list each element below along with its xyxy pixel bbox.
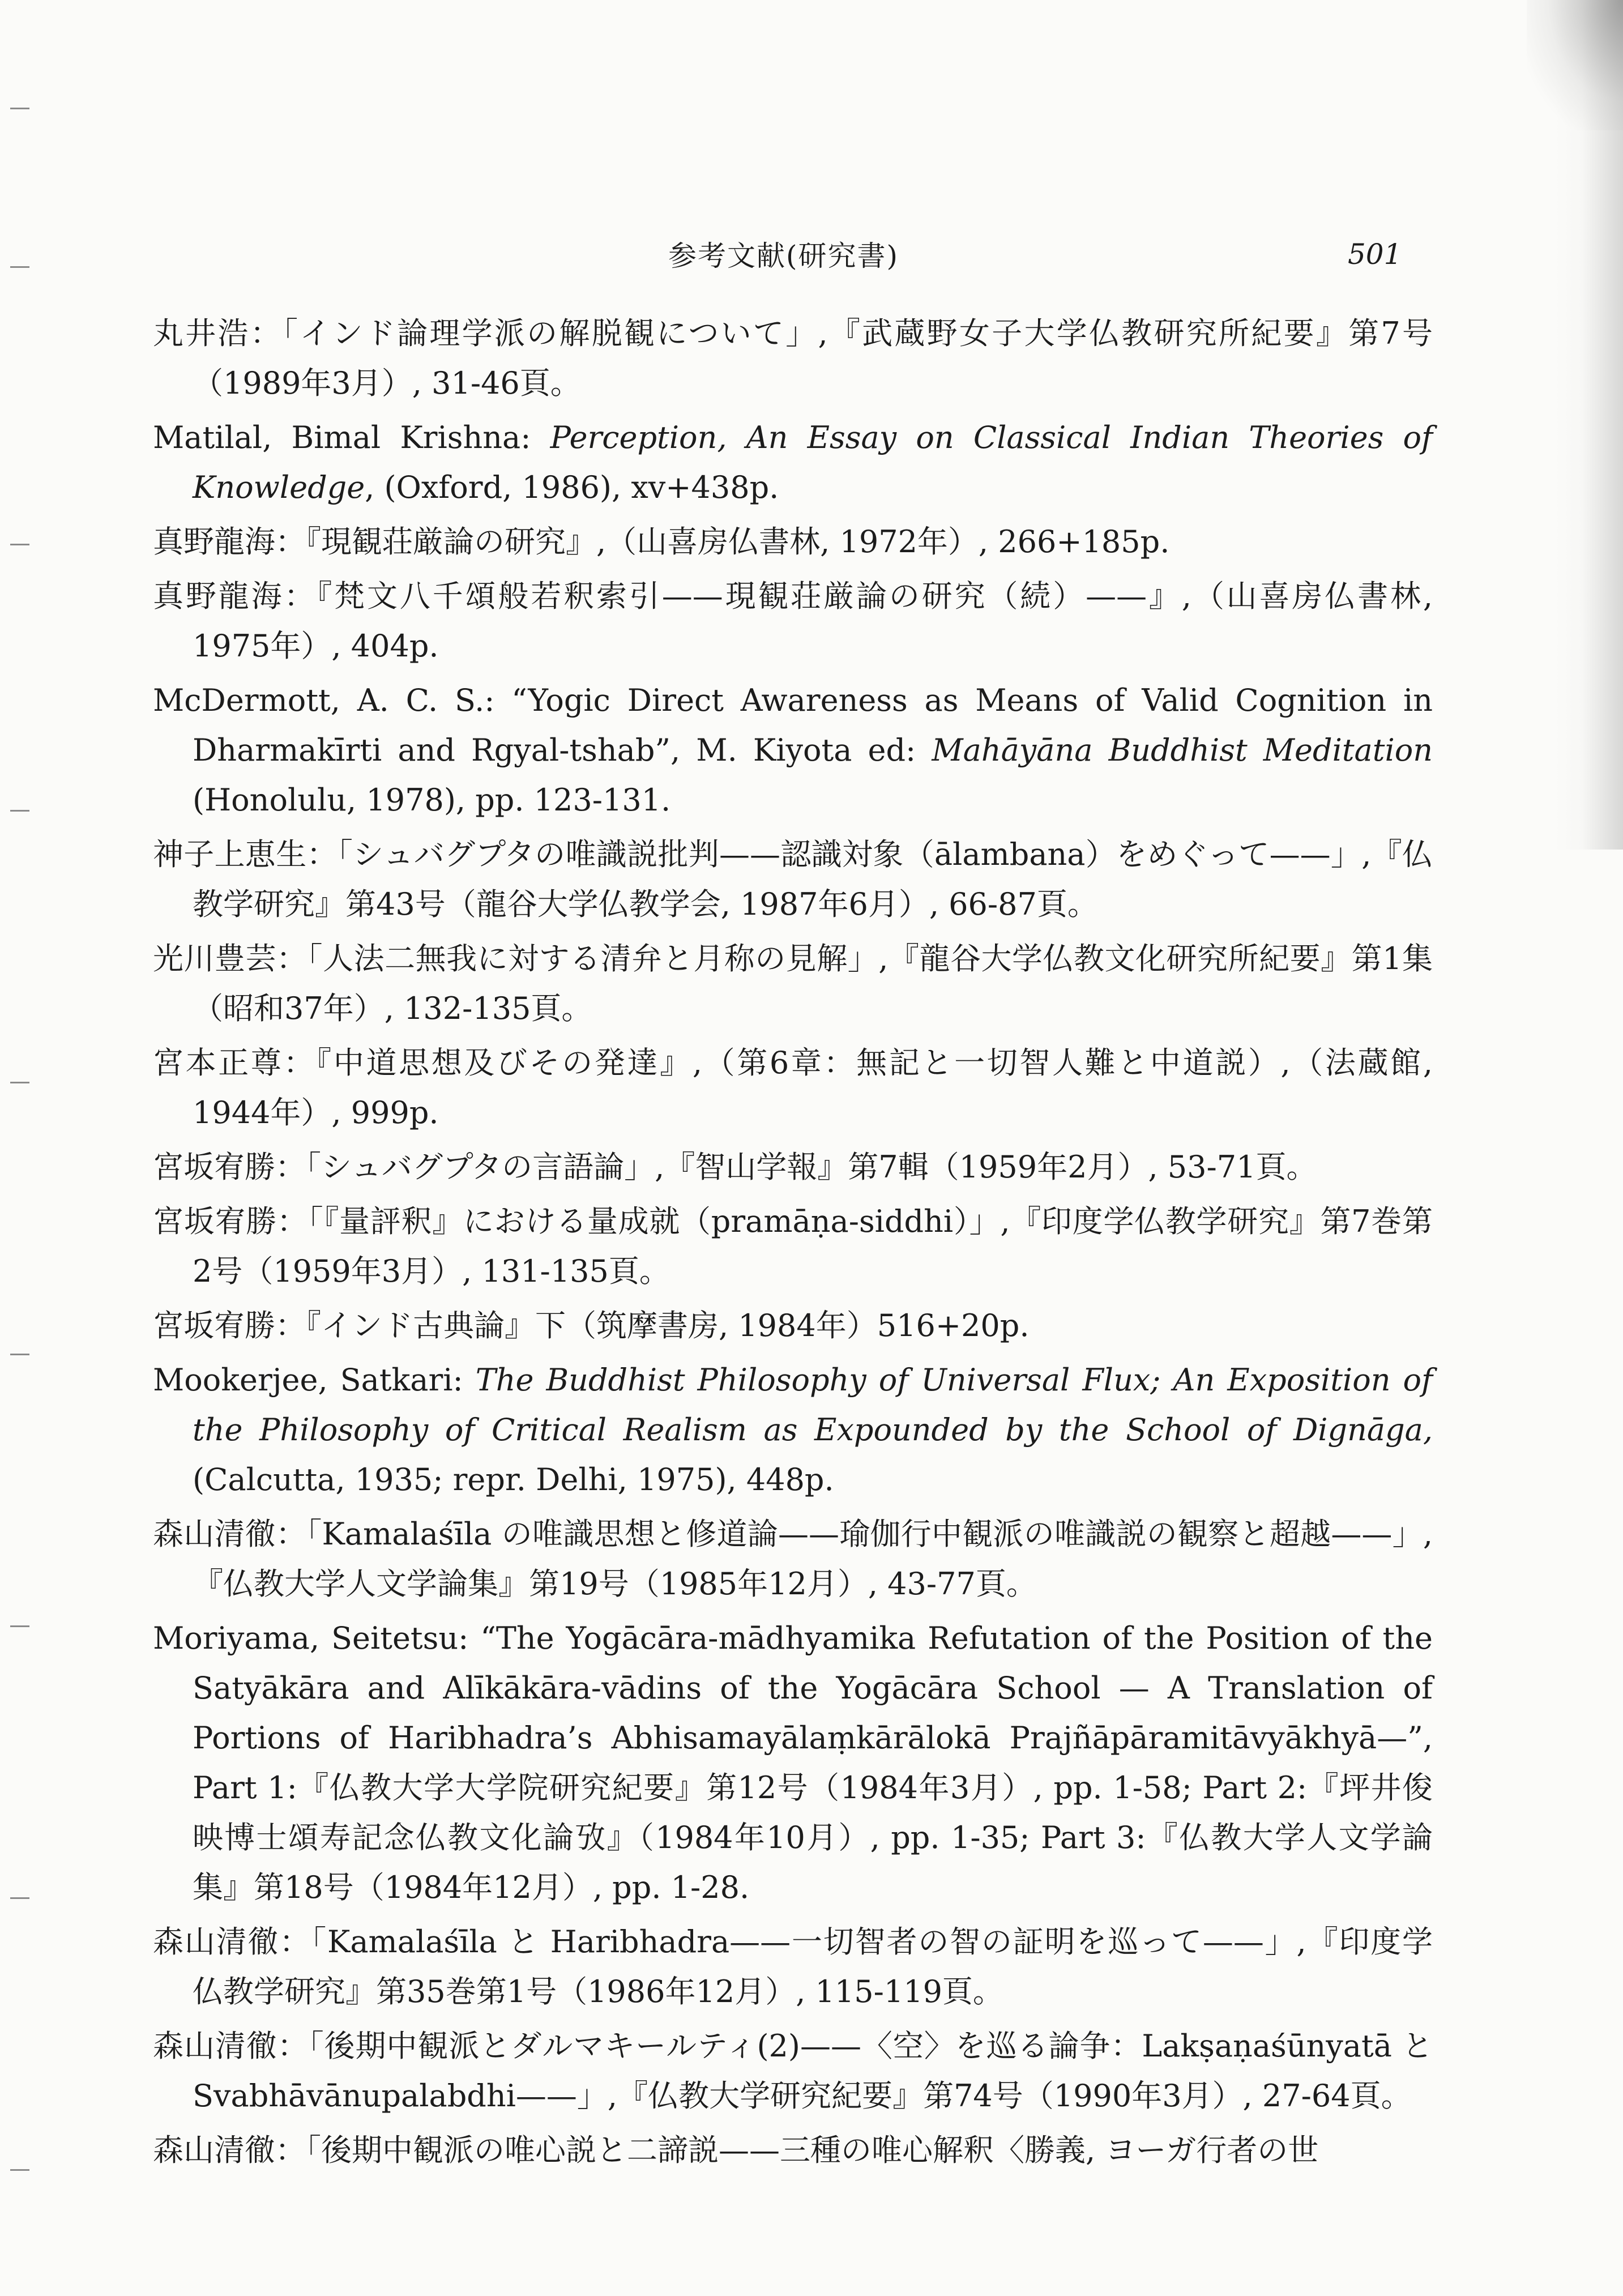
reference-text: 宮坂宥勝：『インド古典論』下（筑摩書房, 1984年）516+20p. <box>153 1308 1030 1343</box>
reference-entry <box>153 2021 1433 2121</box>
reference-text: Moriyama, Seitetsu: “The Yogācāra-mādhyamika Refutation of the Position of the Satyākāra and Alīkākāra-vādins of the Yogācāra School — A Translation of Portions of Haribhadra’s Abhisamayālaṃkārālokā Prajñāpāramitāvyākhyā—”, Part 1:『仏教大学大学院研究紀要』第12号（1984年3月）, pp. 1-58; Part 2:『坪井俊映博士頌寿記念仏教文化論攷』（1984年10月）, pp. 1-35; Part 3:『仏教大学人文学論集』第18号（1984年12月）, pp. 1-28. <box>153 1620 1433 1905</box>
reference-text: 宮坂宥勝：「シュバグプタの言語論」,『智山学報』第7輯（1959年2月）, 53-71頁。 <box>153 1149 1317 1185</box>
page-header <box>0 233 1623 279</box>
reference-entry <box>153 1142 1433 1192</box>
reference-text: 森山清徹：「Kamalaśīla と Haribhadra——一切智者の智の証明を巡って——」,『印度学仏教学研究』第35巻第1号（1986年12月）, 115-119頁。 <box>153 1924 1433 2009</box>
reference-entry <box>153 830 1433 929</box>
reference-text: 森山清徹：「後期中観派とダルマキールティ(2)——〈空〉を巡る論争：Lakṣaṇaśūnyatā と Svabhāvānupalabdhi——」,『仏教大学研究紀要』第74号（1990年3月）, 27-64頁。 <box>153 2028 1433 2114</box>
reference-text: 森山清徹：「Kamalaśīla の唯識思想と修道論——瑜伽行中観派の唯識説の観察と超越——」,『仏教大学人文学論集』第19号（1985年12月）, 43-77頁。 <box>153 1516 1433 1602</box>
reference-author: Matilal, Bimal Krishna: <box>153 420 550 455</box>
reference-title: Perception, An Essay on Classical Indian Theories of Knowledge <box>193 420 1433 505</box>
margin-mark <box>10 2169 29 2171</box>
reference-entry <box>153 1197 1433 1296</box>
running-title: 参考文献(研究書) <box>668 240 899 272</box>
margin-mark <box>10 1082 29 1083</box>
reference-details: , (Oxford, 1986), xv+438p. <box>365 470 779 505</box>
reference-text: 光川豊芸：「人法二無我に対する清弁と月称の見解」,『龍谷大学仏教文化研究所紀要』第1集（昭和37年）, 132-135頁。 <box>153 941 1433 1026</box>
reference-text: 宮坂宥勝：「『量評釈』における量成就（pramāṇa-siddhi）」,『印度学仏教学研究』第7巻第2号（1959年3月）, 131-135頁。 <box>153 1204 1433 1289</box>
reference-entry <box>153 676 1433 825</box>
reference-text: 真野龍海：『梵文八千頌般若釈索引——現観荘厳論の研究（続）——』,（山喜房仏書林, 1975年）, 404p. <box>153 578 1433 664</box>
reference-entry <box>153 413 1433 513</box>
reference-entry <box>153 1038 1433 1138</box>
margin-mark <box>10 1897 29 1899</box>
reference-details: (Honolulu, 1978), pp. 123-131. <box>193 782 671 818</box>
page-number: 501 <box>1348 238 1402 271</box>
reference-list <box>153 309 1433 2180</box>
reference-entry <box>153 1917 1433 2017</box>
margin-mark <box>10 108 29 109</box>
reference-text: 神子上恵生：「シュバグプタの唯識説批判——認識対象（ālambana）をめぐって——」,『仏教学研究』第43号（龍谷大学仏教学会, 1987年6月）, 66-87頁。 <box>153 837 1433 922</box>
reference-text: 森山清徹：「後期中観派の唯心説と二諦説——三種の唯心解釈〈勝義, ヨーガ行者の世 <box>153 2132 1319 2168</box>
reference-entry <box>153 309 1433 408</box>
margin-mark <box>10 1354 29 1355</box>
reference-entry <box>153 571 1433 671</box>
margin-mark <box>10 810 29 812</box>
reference-entry <box>153 1614 1433 1913</box>
scan-corner-shadow <box>1527 0 1623 130</box>
reference-title: Mahāyāna Buddhist Meditation <box>932 732 1433 768</box>
reference-details: (Calcutta, 1935; repr. Delhi, 1975), 448p. <box>193 1462 834 1497</box>
reference-text: 真野龍海：『現観荘厳論の研究』,（山喜房仏書林, 1972年）, 266+185p. <box>153 524 1170 560</box>
reference-title: The Buddhist Philosophy of Universal Flux; An Exposition of the Philosophy of Critical Realism as Expounded by the School of Dignāga, <box>193 1362 1433 1448</box>
reference-entry <box>153 1509 1433 1609</box>
reference-author: Mookerjee, Satkari: <box>153 1362 476 1398</box>
reference-author: McDermott, A. C. S.: “Yogic Direct Awareness as Means of Valid Cognition in Dharmakīrti and Rgyal-tshab”, M. Kiyota ed: <box>153 682 1433 768</box>
reference-text: 宮本正尊：『中道思想及びその発達』,（第6章：無記と一切智人難と中道説）,（法蔵館, 1944年）, 999p. <box>153 1045 1433 1130</box>
reference-entry <box>153 1355 1433 1505</box>
reference-entry <box>153 934 1433 1034</box>
margin-mark <box>10 544 29 545</box>
margin-mark <box>10 1625 29 1627</box>
reference-entry <box>153 1301 1433 1351</box>
reference-entry <box>153 517 1433 567</box>
reference-text: 丸井浩：「インド論理学派の解脱観について」,『武蔵野女子大学仏教研究所紀要』第7号（1989年3月）, 31-46頁。 <box>153 315 1433 401</box>
reference-entry <box>153 2126 1433 2175</box>
